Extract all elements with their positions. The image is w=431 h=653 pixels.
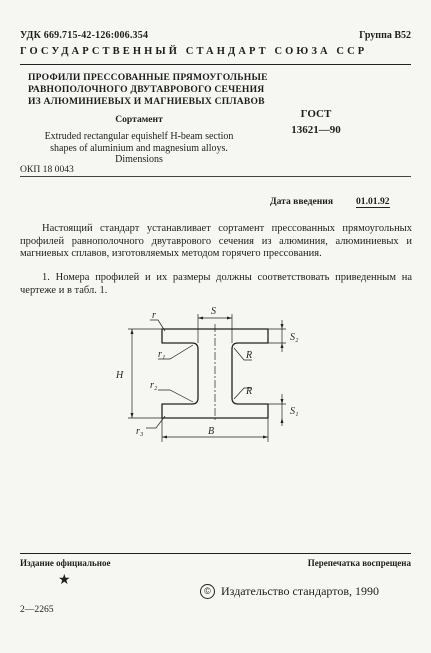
copyright-line: [200, 584, 379, 599]
group-code: Группа В52: [359, 30, 411, 41]
copyright-text: Издательство стандартов, 1990: [221, 584, 379, 598]
h-beam-drawing: [110, 304, 310, 464]
star-icon: ★: [58, 573, 71, 588]
print-number: 2—2265: [20, 604, 54, 615]
top-rule: [20, 64, 411, 65]
document-subtitle: Сортамент: [115, 114, 163, 125]
date-label: Дата введения: [270, 196, 334, 207]
label-s1: S₁: [290, 406, 299, 417]
bottom-rule: [20, 553, 411, 554]
label-r2: r₂: [150, 380, 158, 391]
reprint-notice: Перепечатка воспрещена: [307, 558, 411, 568]
label-r3: r₃: [136, 426, 144, 437]
title-line: ПРОФИЛИ ПРЕССОВАННЫЕ ПРЯМОУГОЛЬНЫЕ: [28, 72, 268, 83]
okp-code: ОКП 18 0043: [20, 164, 74, 175]
edition-label: Издание официальное: [20, 558, 111, 568]
label-r1: r₁: [158, 349, 166, 360]
label-r-top: r: [152, 310, 156, 321]
label-b: B: [208, 426, 215, 437]
document-title: [28, 72, 268, 108]
title-line: ИЗ АЛЮМИНИЕВЫХ И МАГНИЕВЫХ СПЛАВОВ: [28, 96, 265, 107]
label-r-lower: R: [246, 386, 253, 397]
udk-code: УДК 669.715-42-126:006.354: [20, 30, 149, 41]
title-line: РАВНОПОЛОЧНОГО ДВУТАВРОВОГО СЕЧЕНИЯ: [28, 84, 265, 95]
body-paragraph-2: 1. Номера профилей и их размеры должны соответствовать приведенным на чертеже и в табл. 1.: [20, 272, 412, 296]
gost-label: ГОСТ: [300, 108, 332, 120]
english-title-line: Dimensions: [115, 154, 163, 165]
english-title: [28, 131, 250, 166]
gost-number: 13621—90: [291, 124, 341, 136]
gost-block: [276, 106, 356, 138]
english-title-line: Extruded rectangular equishelf H-beam section: [44, 131, 234, 142]
english-title-line: shapes of aluminium and magnesium alloys.: [50, 142, 228, 154]
body-paragraph-1: Настоящий стандарт устанавливает сортамент прессованных прямоугольных профилей равнополочного двутаврового сечения из алюминия, алюминиевых и магниевых сплавов, изготовляемых методом горячего прессования.: [20, 223, 412, 259]
date-value: 01.01.92: [356, 196, 390, 207]
label-s: S: [211, 306, 216, 317]
middle-rule: [20, 176, 411, 177]
copyright-icon: ©: [200, 584, 215, 599]
label-r-upper: R: [246, 350, 253, 361]
label-h: H: [116, 370, 124, 381]
standard-banner: ГОСУДАРСТВЕННЫЙ СТАНДАРТ СОЮЗА ССР: [20, 46, 368, 57]
label-s2: S₂: [290, 332, 299, 343]
